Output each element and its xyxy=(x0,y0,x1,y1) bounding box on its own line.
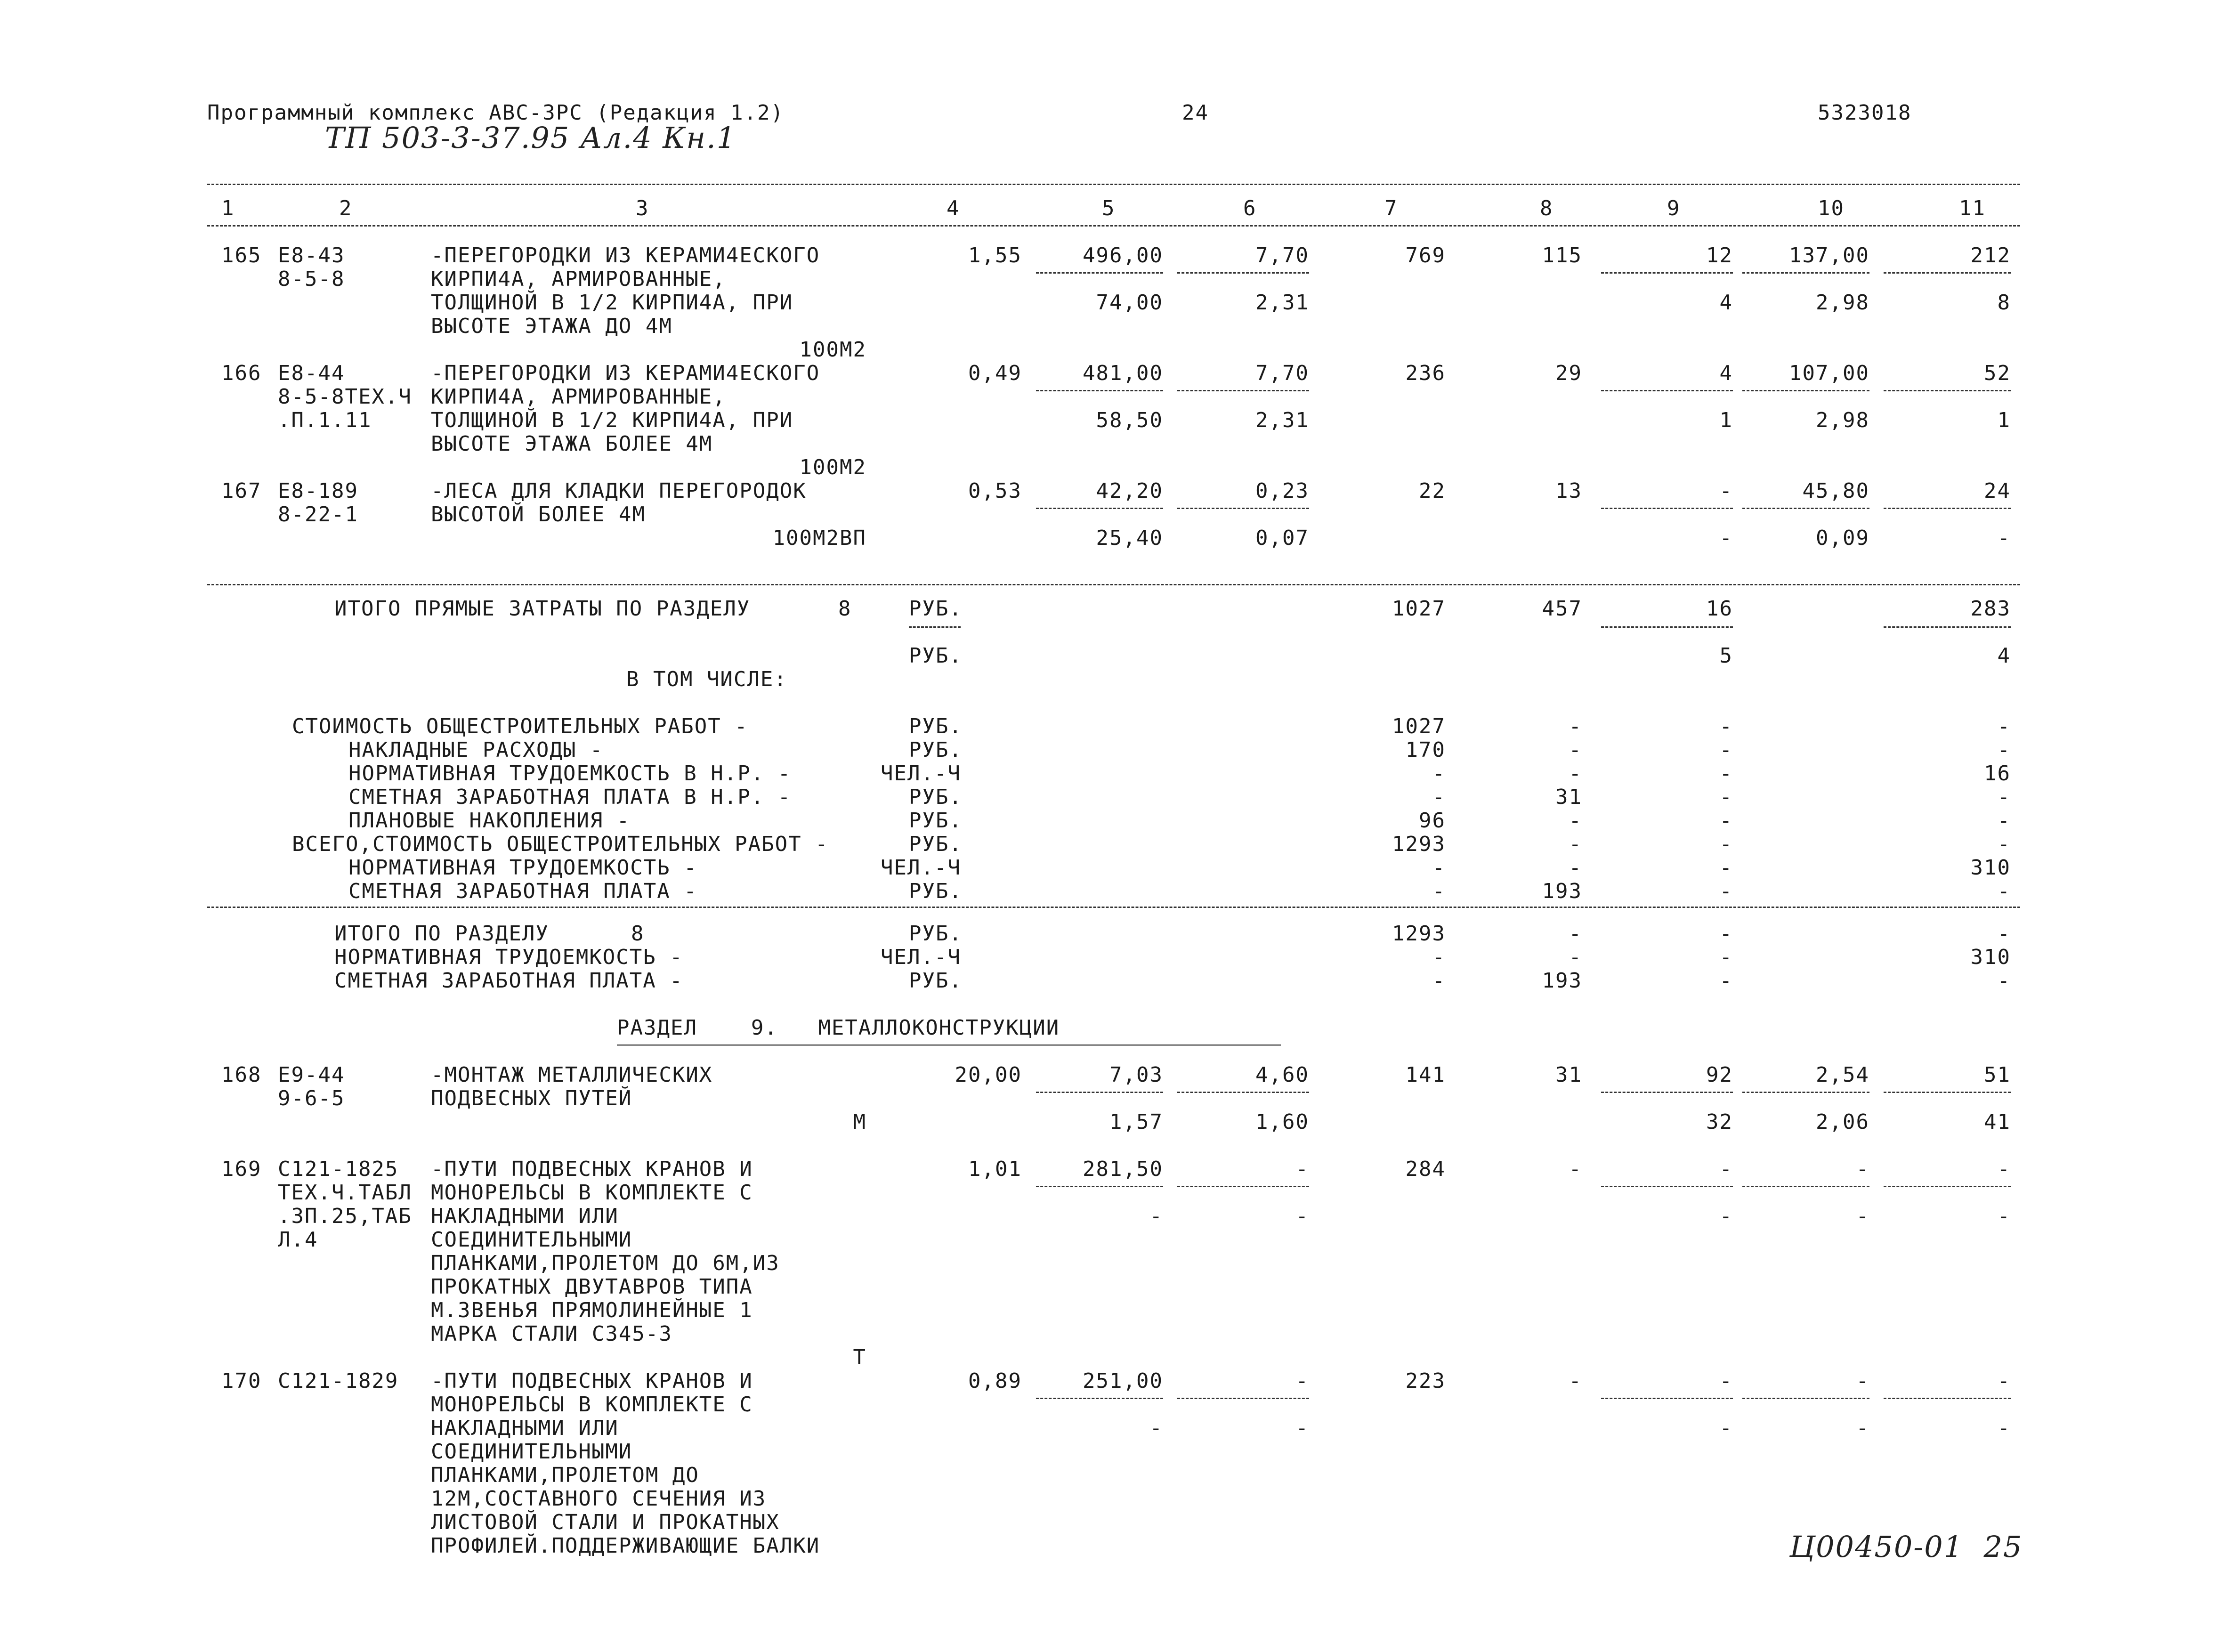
col11-value: - xyxy=(1997,1369,2011,1393)
column-header: 1 xyxy=(221,196,235,220)
summary-label: ПЛАНОВЫЕ НАКОПЛЕНИЯ - xyxy=(348,809,631,833)
sub-rule xyxy=(1601,626,1733,628)
unit-label: ЧЕЛ.-Ч xyxy=(881,761,961,786)
sub-rule xyxy=(1036,1092,1163,1093)
row-description: ВЫСОТОЙ БОЛЕЕ 4М xyxy=(431,502,646,526)
row-description: ВЫСОТЕ ЭТАЖА БОЛЕЕ 4М xyxy=(431,432,713,456)
col9-value: 32 xyxy=(1706,1110,1733,1134)
col7-value: 96 xyxy=(1419,809,1446,833)
column-header: 7 xyxy=(1384,196,1398,220)
col9-value: - xyxy=(1719,738,1733,762)
unit-label: РУБ. xyxy=(909,785,963,809)
col8-value: - xyxy=(1569,761,1582,786)
row-number: 169 xyxy=(221,1157,262,1181)
col7-value: 1293 xyxy=(1392,832,1446,856)
row-description: КИРПИ4А, АРМИРОВАННЫЕ, xyxy=(431,267,726,291)
section-final-label: СМЕТНАЯ ЗАРАБОТНАЯ ПЛАТА - xyxy=(334,969,683,993)
col8-value: - xyxy=(1569,832,1582,856)
col9-value: - xyxy=(1719,1369,1733,1393)
col6-value: 4,60 xyxy=(1255,1063,1309,1087)
row-unit: Т xyxy=(853,1345,866,1369)
sub-rule xyxy=(1177,1092,1309,1093)
row-code: Е9-44 xyxy=(278,1063,345,1087)
col8-value: 457 xyxy=(1542,597,1582,621)
col9-value: - xyxy=(1719,526,1733,550)
row-code: .П.1.11 xyxy=(278,408,372,432)
col8-value: 115 xyxy=(1542,243,1582,267)
row-code: 8-22-1 xyxy=(278,502,358,526)
col10-value: 2,06 xyxy=(1816,1110,1869,1134)
col11-value: - xyxy=(1997,809,2011,833)
sub-rule xyxy=(1177,508,1309,509)
col9-value: - xyxy=(1719,1416,1733,1440)
col11-value: - xyxy=(1997,1204,2011,1228)
col8-value: 13 xyxy=(1555,479,1582,503)
sub-rule xyxy=(1601,1398,1733,1399)
col8-value: - xyxy=(1569,945,1582,969)
col11-value: - xyxy=(1997,1157,2011,1181)
sub-rule xyxy=(1884,390,2011,391)
col10-value: - xyxy=(1856,1416,1869,1440)
column-header: 11 xyxy=(1959,196,1986,220)
col7-value: 769 xyxy=(1405,243,1446,267)
col9-value: 5 xyxy=(1719,644,1733,668)
summary-label: СМЕТНАЯ ЗАРАБОТНАЯ ПЛАТА В Н.Р. - xyxy=(348,785,792,809)
col8-value: 193 xyxy=(1542,879,1582,903)
col6-value: - xyxy=(1295,1369,1309,1393)
column-header: 3 xyxy=(636,196,649,220)
col7-value: 236 xyxy=(1405,361,1446,385)
section-title: РАЗДЕЛ 9. МЕТАЛЛОКОНСТРУКЦИИ xyxy=(617,1016,1060,1040)
sub-rule xyxy=(1601,390,1733,391)
row-code: ТЕХ.Ч.ТАБЛ xyxy=(278,1181,412,1205)
col9-value: 4 xyxy=(1719,361,1733,385)
col4-quantity: 0,89 xyxy=(968,1369,1022,1393)
summary-label: СМЕТНАЯ ЗАРАБОТНАЯ ПЛАТА - xyxy=(348,879,697,903)
sub-rule xyxy=(909,626,961,628)
col6-value: - xyxy=(1295,1157,1309,1181)
col5-value: 7,03 xyxy=(1109,1063,1163,1087)
sub-rule xyxy=(1177,1398,1309,1399)
col8-value: - xyxy=(1569,1369,1582,1393)
row-description: ПЛАНКАМИ,ПРОЛЕТОМ ДО xyxy=(431,1463,699,1487)
sub-rule xyxy=(1742,1092,1869,1093)
col4-quantity: 0,53 xyxy=(968,479,1022,503)
col8-value: - xyxy=(1569,714,1582,738)
col9-value: - xyxy=(1719,809,1733,833)
column-header: 6 xyxy=(1243,196,1257,220)
col11-value: 212 xyxy=(1970,243,2011,267)
row-description: 12М,СОСТАВНОГО СЕЧЕНИЯ ИЗ xyxy=(431,1487,767,1511)
row-description: -ЛЕСА ДЛЯ КЛАДКИ ПЕРЕГОРОДОК xyxy=(431,479,807,503)
sub-rule xyxy=(1884,508,2011,509)
col5-value: 251,00 xyxy=(1083,1369,1163,1393)
column-header: 10 xyxy=(1818,196,1845,220)
row-number: 170 xyxy=(221,1369,262,1393)
col11-value: 8 xyxy=(1997,291,2011,315)
col11-value: - xyxy=(1997,714,2011,738)
row-description: -ПУТИ ПОДВЕСНЫХ КРАНОВ И xyxy=(431,1369,753,1393)
col11-value: 310 xyxy=(1970,856,2011,880)
section-final-label: НОРМАТИВНАЯ ТРУДОЕМКОСТЬ - xyxy=(334,945,683,969)
sub-rule xyxy=(1036,508,1163,509)
row-description: ПРОФИЛЕЙ.ПОДДЕРЖИВАЮЩИЕ БАЛКИ xyxy=(431,1534,820,1558)
column-header: 9 xyxy=(1667,196,1681,220)
col9-value: - xyxy=(1719,1157,1733,1181)
col9-value: 1 xyxy=(1719,408,1733,432)
col11-value: - xyxy=(1997,969,2011,993)
row-description: М.ЗВЕНЬЯ ПРЯМОЛИНЕЙНЫЕ 1 xyxy=(431,1298,753,1322)
col7-value: 284 xyxy=(1405,1157,1446,1181)
col5-value: 74,00 xyxy=(1096,291,1163,315)
row-description: СОЕДИНИТЕЛЬНЫМИ xyxy=(431,1440,632,1464)
section-total-label: ИТОГО ПРЯМЫЕ ЗАТРАТЫ ПО РАЗДЕЛУ xyxy=(334,597,751,621)
row-description: МОНОРЕЛЬСЫ В КОМПЛЕКТЕ С xyxy=(431,1393,753,1417)
page-number: 24 xyxy=(1182,101,1209,125)
col8-value: - xyxy=(1569,809,1582,833)
col5-value: 58,50 xyxy=(1096,408,1163,432)
sub-rule xyxy=(1036,272,1163,274)
col10-value: - xyxy=(1856,1157,1869,1181)
col11-value: 283 xyxy=(1970,597,2011,621)
col6-value: 7,70 xyxy=(1255,243,1309,267)
summary-label: НАКЛАДНЫЕ РАСХОДЫ - xyxy=(348,738,604,762)
sub-rule xyxy=(1177,1186,1309,1187)
unit-label: РУБ. xyxy=(909,714,963,738)
sub-rule xyxy=(1742,1398,1869,1399)
summary-label: ВСЕГО,СТОИМОСТЬ ОБЩЕСТРОИТЕЛЬНЫХ РАБОТ - xyxy=(292,832,829,856)
doc-code: 5323018 xyxy=(1818,101,1912,125)
col9-value: - xyxy=(1719,945,1733,969)
col11-value: 52 xyxy=(1984,361,2011,385)
column-header: 4 xyxy=(947,196,960,220)
sub-rule xyxy=(1884,1092,2011,1093)
col7-value: - xyxy=(1432,945,1446,969)
unit-label: РУБ. xyxy=(909,738,963,762)
section-rule xyxy=(207,907,2020,908)
sub-rule xyxy=(1036,390,1163,391)
unit-label: РУБ. xyxy=(909,879,963,903)
col10-value: 2,98 xyxy=(1816,408,1869,432)
col5-value: - xyxy=(1149,1416,1163,1440)
unit-label: РУБ. xyxy=(909,922,963,946)
row-number: 168 xyxy=(221,1063,262,1087)
summary-label: НОРМАТИВНАЯ ТРУДОЕМКОСТЬ - xyxy=(348,856,697,880)
row-code: Е8-43 xyxy=(278,243,345,267)
col7-value: 1027 xyxy=(1392,714,1446,738)
col8-value: 29 xyxy=(1555,361,1582,385)
col11-value: - xyxy=(1997,879,2011,903)
col9-value: - xyxy=(1719,856,1733,880)
sub-rule xyxy=(1742,272,1869,274)
unit-label: ЧЕЛ.-Ч xyxy=(881,945,961,969)
col6-value: 2,31 xyxy=(1255,408,1309,432)
unit-label: РУБ. xyxy=(909,969,963,993)
section-title-underline xyxy=(617,1045,1281,1046)
row-description: ТОЛЩИНОЙ В 1/2 КИРПИ4А, ПРИ xyxy=(431,408,793,432)
row-code: Л.4 xyxy=(278,1228,318,1252)
sub-rule xyxy=(1177,390,1309,391)
col10-value: - xyxy=(1856,1204,1869,1228)
row-description: МАРКА СТАЛИ С345-3 xyxy=(431,1322,672,1346)
row-unit: М xyxy=(853,1110,866,1134)
unit-label: ЧЕЛ.-Ч xyxy=(881,856,961,880)
col10-value: 45,80 xyxy=(1802,479,1869,503)
col10-value: - xyxy=(1856,1369,1869,1393)
sub-rule xyxy=(1884,272,2011,274)
col4-quantity: 1,55 xyxy=(968,243,1022,267)
row-description: КИРПИ4А, АРМИРОВАННЫЕ, xyxy=(431,385,726,409)
col9-value: - xyxy=(1719,969,1733,993)
column-header: 2 xyxy=(339,196,353,220)
col11-value: - xyxy=(1997,1416,2011,1440)
row-number: 166 xyxy=(221,361,262,385)
col6-value: 1,60 xyxy=(1255,1110,1309,1134)
col5-value: 496,00 xyxy=(1083,243,1163,267)
section-final-label: ИТОГО ПО РАЗДЕЛУ xyxy=(334,922,549,946)
col11-value: - xyxy=(1997,922,2011,946)
row-code: С121-1829 xyxy=(278,1369,399,1393)
col6-value: 0,23 xyxy=(1255,479,1309,503)
col7-value: 1293 xyxy=(1392,922,1446,946)
row-description: МОНОРЕЛЬСЫ В КОМПЛЕКТЕ С xyxy=(431,1181,753,1205)
row-number: 165 xyxy=(221,243,262,267)
row-unit: 100М2ВП xyxy=(772,526,866,550)
row-description: ПЛАНКАМИ,ПРОЛЕТОМ ДО 6М,ИЗ xyxy=(431,1251,780,1275)
col7-value: 22 xyxy=(1419,479,1446,503)
row-code: С121-1825 xyxy=(278,1157,399,1181)
program-header: Программный комплекс АВС-ЗРС (Редакция 1.2) xyxy=(207,101,785,125)
col7-value: - xyxy=(1432,856,1446,880)
col9-value: 12 xyxy=(1706,243,1733,267)
col8-value: 193 xyxy=(1542,969,1582,993)
col9-value: - xyxy=(1719,761,1733,786)
col7-value: - xyxy=(1432,761,1446,786)
col8-value: 31 xyxy=(1555,785,1582,809)
col9-value: 92 xyxy=(1706,1063,1733,1087)
including-label: В ТОМ ЧИСЛЕ: xyxy=(626,667,787,691)
unit-label: РУБ. xyxy=(909,809,963,833)
row-description: ЛИСТОВОЙ СТАЛИ И ПРОКАТНЫХ xyxy=(431,1510,780,1534)
unit-label: РУБ. xyxy=(909,832,963,856)
row-description: ВЫСОТЕ ЭТАЖА ДО 4М xyxy=(431,314,672,338)
header-rule-bottom xyxy=(207,225,2020,227)
summary-label: НОРМАТИВНАЯ ТРУДОЕМКОСТЬ В Н.Р. - xyxy=(348,761,792,786)
row-code: 8-5-8ТЕХ.Ч xyxy=(278,385,412,409)
col11-value: 4 xyxy=(1997,644,2011,668)
col9-value: - xyxy=(1719,879,1733,903)
sub-rule xyxy=(1884,1186,2011,1187)
col11-value: 1 xyxy=(1997,408,2011,432)
sub-rule xyxy=(1742,390,1869,391)
col11-value: - xyxy=(1997,832,2011,856)
col8-value: - xyxy=(1569,1157,1582,1181)
column-header: 5 xyxy=(1102,196,1116,220)
col11-value: - xyxy=(1997,785,2011,809)
col7-value: - xyxy=(1432,969,1446,993)
col7-value: 1027 xyxy=(1392,597,1446,621)
row-code: .3П.25,ТАБ xyxy=(278,1204,412,1228)
unit-label: РУБ. xyxy=(909,597,963,621)
col5-value: - xyxy=(1149,1204,1163,1228)
row-description: -МОНТАЖ МЕТАЛЛИЧЕСКИХ xyxy=(431,1063,713,1087)
col10-value: 2,98 xyxy=(1816,291,1869,315)
sub-rule xyxy=(1036,1186,1163,1187)
col5-value: 25,40 xyxy=(1096,526,1163,550)
col5-value: 1,57 xyxy=(1109,1110,1163,1134)
col5-value: 481,00 xyxy=(1083,361,1163,385)
handwritten-note: Ц00450-01 25 xyxy=(1789,1530,2023,1564)
col7-value: 223 xyxy=(1405,1369,1446,1393)
col10-value: 2,54 xyxy=(1816,1063,1869,1087)
row-unit: 100М2 xyxy=(799,455,866,479)
col9-value: - xyxy=(1719,832,1733,856)
row-description: ПРОКАТНЫХ ДВУТАВРОВ ТИПА xyxy=(431,1275,753,1299)
row-description: СОЕДИНИТЕЛЬНЫМИ xyxy=(431,1228,632,1252)
row-code: Е8-44 xyxy=(278,361,345,385)
col8-value: 31 xyxy=(1555,1063,1582,1087)
col9-value: 4 xyxy=(1719,291,1733,315)
col6-value: 7,70 xyxy=(1255,361,1309,385)
sub-rule xyxy=(1884,1398,2011,1399)
col9-value: - xyxy=(1719,479,1733,503)
row-code: 8-5-8 xyxy=(278,267,345,291)
col11-value: 41 xyxy=(1984,1110,2011,1134)
col4-quantity: 20,00 xyxy=(955,1063,1022,1087)
col9-value: - xyxy=(1719,714,1733,738)
row-description: -ПУТИ ПОДВЕСНЫХ КРАНОВ И xyxy=(431,1157,753,1181)
col6-value: 2,31 xyxy=(1255,291,1309,315)
row-code: 9-6-5 xyxy=(278,1086,345,1110)
col6-value: - xyxy=(1295,1416,1309,1440)
sub-rule xyxy=(1742,508,1869,509)
col7-value: - xyxy=(1432,879,1446,903)
col8-value: - xyxy=(1569,856,1582,880)
row-description: -ПЕРЕГОРОДКИ ИЗ КЕРАМИ4ЕСКОГО xyxy=(431,243,820,267)
col4-quantity: 0,49 xyxy=(968,361,1022,385)
col5-value: 42,20 xyxy=(1096,479,1163,503)
col11-value: 310 xyxy=(1970,945,2011,969)
section-number: 8 xyxy=(631,922,645,946)
row-description: НАКЛАДНЫМИ ИЛИ xyxy=(431,1416,619,1440)
summary-label: СТОИМОСТЬ ОБЩЕСТРОИТЕЛЬНЫХ РАБОТ - xyxy=(292,714,748,738)
sub-rule xyxy=(1742,1186,1869,1187)
col11-value: 51 xyxy=(1984,1063,2011,1087)
col6-value: 0,07 xyxy=(1255,526,1309,550)
col10-value: 0,09 xyxy=(1816,526,1869,550)
sub-rule xyxy=(1601,1186,1733,1187)
col11-value: 24 xyxy=(1984,479,2011,503)
section-number: 8 xyxy=(838,597,852,621)
col11-value: 16 xyxy=(1984,761,2011,786)
section-rule xyxy=(207,584,2020,585)
col4-quantity: 1,01 xyxy=(968,1157,1022,1181)
sub-rule xyxy=(1601,272,1733,274)
col10-value: 137,00 xyxy=(1789,243,1869,267)
col7-value: 141 xyxy=(1405,1063,1446,1087)
row-description: -ПЕРЕГОРОДКИ ИЗ КЕРАМИ4ЕСКОГО xyxy=(431,361,820,385)
column-header: 8 xyxy=(1540,196,1553,220)
unit-label: РУБ. xyxy=(909,644,963,668)
sub-rule xyxy=(1601,1092,1733,1093)
sub-rule xyxy=(1601,508,1733,509)
col9-value: 16 xyxy=(1706,597,1733,621)
col9-value: - xyxy=(1719,1204,1733,1228)
sub-rule xyxy=(1177,272,1309,274)
col8-value: - xyxy=(1569,738,1582,762)
row-description: НАКЛАДНЫМИ ИЛИ xyxy=(431,1204,619,1228)
col9-value: - xyxy=(1719,785,1733,809)
row-unit: 100М2 xyxy=(799,338,866,362)
col11-value: - xyxy=(1997,738,2011,762)
col7-value: - xyxy=(1432,785,1446,809)
col11-value: - xyxy=(1997,526,2011,550)
col9-value: - xyxy=(1719,922,1733,946)
header-rule-top xyxy=(207,184,2020,185)
col7-value: 170 xyxy=(1405,738,1446,762)
col5-value: 281,50 xyxy=(1083,1157,1163,1181)
sub-rule xyxy=(1036,1398,1163,1399)
row-description: ТОЛЩИНОЙ В 1/2 КИРПИ4А, ПРИ xyxy=(431,291,793,315)
row-code: Е8-189 xyxy=(278,479,358,503)
row-description: ПОДВЕСНЫХ ПУТЕЙ xyxy=(431,1086,632,1110)
col8-value: - xyxy=(1569,922,1582,946)
sub-rule xyxy=(1884,626,2011,628)
col10-value: 107,00 xyxy=(1789,361,1869,385)
handwritten-reference: ТП 503-3-37.95 Ал.4 Кн.1 xyxy=(325,121,736,155)
col6-value: - xyxy=(1295,1204,1309,1228)
row-number: 167 xyxy=(221,479,262,503)
